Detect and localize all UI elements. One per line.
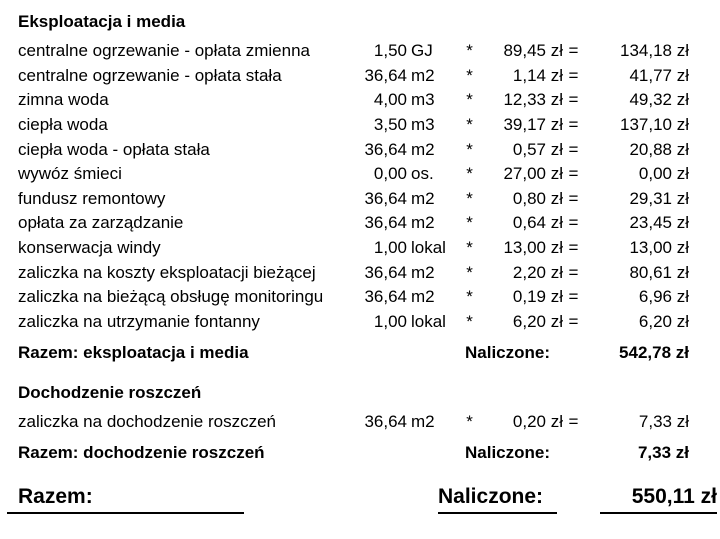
fee-unit-price: 2,20 zł: [512, 262, 563, 282]
fee-unit-price: 0,64 zł: [512, 213, 563, 233]
fee-name: zaliczka na koszty eksploatacji bieżącej: [18, 262, 316, 282]
fee-quantity: 3,50: [373, 115, 407, 135]
section-eksploatacja-i-media: [0, 9, 720, 365]
fee-unit-price: 0,19 zł: [512, 287, 563, 307]
fee-row: [0, 187, 720, 212]
fee-total: 6,20 zł: [638, 311, 689, 331]
equals-sign: =: [568, 311, 579, 331]
fee-name: centralne ogrzewanie - opłata stała: [18, 65, 282, 85]
fee-total: 20,88 zł: [629, 139, 689, 159]
fee-name: centralne ogrzewanie - opłata zmienna: [18, 41, 311, 61]
fee-row: [0, 162, 720, 187]
fee-total: 23,45 zł: [629, 213, 689, 233]
fee-name: zaliczka na dochodzenie roszczeń: [18, 412, 276, 432]
multiply-sign: *: [466, 412, 473, 432]
fee-row: [0, 285, 720, 310]
fee-unit-price: 89,45 zł: [503, 41, 563, 61]
fee-unit: m2: [411, 188, 435, 208]
fee-row: [0, 137, 720, 162]
fee-name: fundusz remontowy: [18, 188, 166, 208]
equals-sign: =: [568, 412, 579, 432]
multiply-sign: *: [466, 213, 473, 233]
multiply-sign: *: [466, 262, 473, 282]
equals-sign: =: [568, 188, 579, 208]
multiply-sign: *: [466, 164, 473, 184]
fee-total: 29,31 zł: [629, 188, 689, 208]
fee-total: 134,18 zł: [620, 41, 689, 61]
fee-total: 41,77 zł: [629, 65, 689, 85]
fee-row: [0, 113, 720, 138]
fee-name: zaliczka na bieżącą obsługę monitoringu: [18, 287, 324, 307]
multiply-sign: *: [466, 139, 473, 159]
fee-unit: m2: [411, 65, 435, 85]
multiply-sign: *: [466, 287, 473, 307]
fee-total: 0,00 zł: [638, 164, 689, 184]
equals-sign: =: [568, 115, 579, 135]
fee-unit: lokal: [411, 238, 446, 258]
fee-unit: lokal: [411, 311, 446, 331]
multiply-sign: *: [466, 238, 473, 258]
fee-row: [0, 236, 720, 261]
fee-name: zaliczka na utrzymanie fontanny: [18, 311, 260, 331]
section-title: Dochodzenie roszczeń: [18, 383, 202, 403]
fee-total: 6,96 zł: [638, 287, 689, 307]
fee-quantity: 1,50: [373, 41, 407, 61]
section-summary: [0, 340, 720, 365]
equals-sign: =: [568, 238, 579, 258]
fee-total: 137,10 zł: [620, 115, 689, 135]
fee-quantity: 36,64: [364, 188, 407, 208]
grand-total-value: 550,11 zł: [600, 485, 717, 514]
fee-row: [0, 88, 720, 113]
multiply-sign: *: [466, 311, 473, 331]
equals-sign: =: [568, 65, 579, 85]
summary-label: Razem: eksploatacja i media: [18, 342, 249, 362]
equals-sign: =: [568, 41, 579, 61]
fee-name: zimna woda: [18, 90, 109, 110]
fee-unit-price: 6,20 zł: [512, 311, 563, 331]
fee-row: [0, 410, 720, 435]
fee-row: [0, 39, 720, 64]
section-summary: [0, 441, 720, 466]
fee-unit: m2: [411, 287, 435, 307]
fee-name: ciepła woda: [18, 115, 108, 135]
summary-value: 7,33 zł: [637, 443, 689, 463]
equals-sign: =: [568, 213, 579, 233]
equals-sign: =: [568, 262, 579, 282]
grand-naliczone-label: Naliczone:: [438, 485, 557, 514]
summary-value: 542,78 zł: [619, 342, 689, 362]
grand-total-row: [0, 485, 720, 514]
equals-sign: =: [568, 287, 579, 307]
naliczone-label: Naliczone:: [465, 443, 551, 463]
section-title: Eksploatacja i media: [18, 12, 186, 31]
fee-name: ciepła woda - opłata stała: [18, 139, 210, 159]
multiply-sign: *: [466, 65, 473, 85]
naliczone-label: Naliczone:: [465, 342, 551, 362]
section-dochodzenie-roszczen: [0, 380, 720, 466]
equals-sign: =: [568, 90, 579, 110]
fee-row: [0, 211, 720, 236]
fee-quantity: 36,64: [364, 139, 407, 159]
grand-total-label: Razem:: [7, 485, 244, 514]
fee-unit: m2: [411, 139, 435, 159]
fee-unit-price: 12,33 zł: [503, 90, 563, 110]
fee-unit-price: 0,20 zł: [512, 412, 563, 432]
fee-quantity: 36,64: [364, 213, 407, 233]
fee-quantity: 36,64: [364, 412, 407, 432]
summary-label: Razem: dochodzenie roszczeń: [18, 443, 265, 463]
fee-rows: [0, 410, 720, 435]
fee-quantity: 36,64: [364, 287, 407, 307]
fee-unit: m2: [411, 262, 435, 282]
fee-unit: os.: [411, 164, 434, 184]
fee-name: wywóz śmieci: [18, 164, 122, 184]
fee-total: 80,61 zł: [629, 262, 689, 282]
fee-name: konserwacja windy: [18, 238, 161, 258]
fee-unit-price: 27,00 zł: [503, 164, 563, 184]
fee-unit: m3: [411, 90, 435, 110]
multiply-sign: *: [466, 41, 473, 61]
fee-unit-price: 13,00 zł: [503, 238, 563, 258]
fee-unit: m2: [411, 213, 435, 233]
fee-quantity: 4,00: [373, 90, 407, 110]
fee-quantity: 1,00: [373, 238, 407, 258]
fee-quantity: 1,00: [373, 311, 407, 331]
fee-unit-price: 1,14 zł: [512, 65, 563, 85]
fee-row: [0, 64, 720, 89]
fee-total: 7,33 zł: [638, 412, 689, 432]
fee-rows: [0, 39, 720, 334]
equals-sign: =: [568, 164, 579, 184]
multiply-sign: *: [466, 90, 473, 110]
fee-unit-price: 0,57 zł: [512, 139, 563, 159]
fee-name: opłata za zarządzanie: [18, 213, 184, 233]
fee-unit: m2: [411, 412, 435, 432]
fee-row: [0, 310, 720, 335]
fee-total: 13,00 zł: [629, 238, 689, 258]
fee-unit: m3: [411, 115, 435, 135]
fee-unit: GJ: [411, 41, 433, 61]
fee-quantity: 36,64: [364, 65, 407, 85]
fee-unit-price: 0,80 zł: [512, 188, 563, 208]
fee-quantity: 0,00: [373, 164, 407, 184]
equals-sign: =: [568, 139, 579, 159]
fee-quantity: 36,64: [364, 262, 407, 282]
fee-total: 49,32 zł: [629, 90, 689, 110]
multiply-sign: *: [466, 188, 473, 208]
multiply-sign: *: [466, 115, 473, 135]
fee-unit-price: 39,17 zł: [503, 115, 563, 135]
fee-row: [0, 260, 720, 285]
